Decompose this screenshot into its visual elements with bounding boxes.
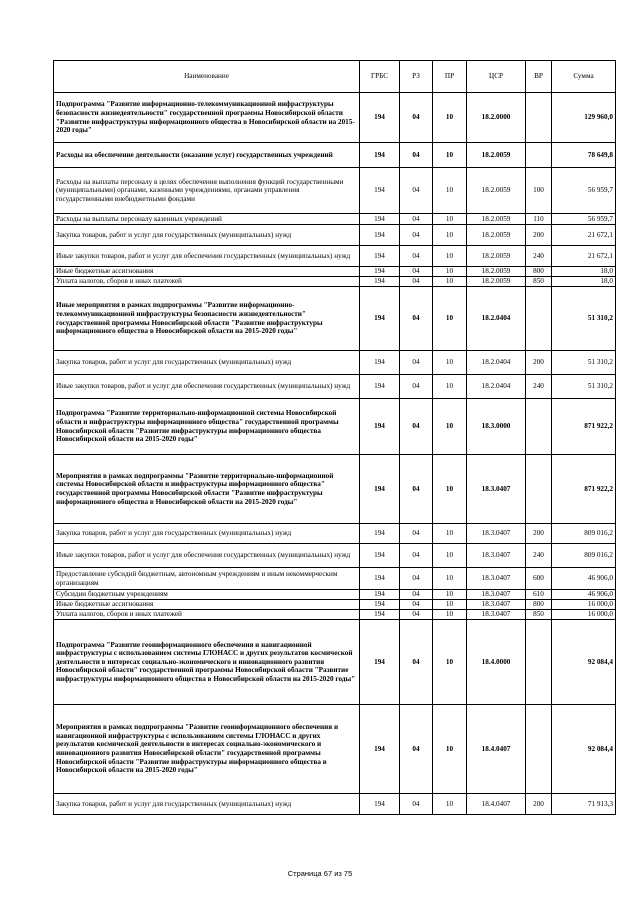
row-rz: 04 <box>400 351 433 375</box>
row-rz: 04 <box>400 610 433 620</box>
row-pr: 10 <box>433 399 467 455</box>
row-csr: 18.3.0407 <box>467 524 526 544</box>
table-row <box>54 93 616 143</box>
row-grbs: 194 <box>360 399 400 455</box>
table-row <box>54 620 616 705</box>
row-name: Расходы на выплаты персоналу в целях обеспечения выполнения функций государственными (муниципальными) органами, казенными учреждениями, органами управления государственными внебюджетными фондами <box>54 168 360 214</box>
row-rz: 04 <box>400 524 433 544</box>
row-pr: 10 <box>433 590 467 600</box>
row-sum: 16 000,0 <box>552 600 616 610</box>
row-pr: 10 <box>433 600 467 610</box>
row-sum: 56 959,7 <box>552 168 616 214</box>
header-grbs: ГРБС <box>360 61 400 93</box>
row-rz: 04 <box>400 544 433 568</box>
row-pr: 10 <box>433 610 467 620</box>
row-csr: 18.4.0000 <box>467 620 526 705</box>
row-vr: 600 <box>526 568 552 590</box>
row-grbs: 194 <box>360 225 400 246</box>
row-pr: 10 <box>433 168 467 214</box>
row-vr: 200 <box>526 794 552 815</box>
row-csr: 18.3.0407 <box>467 600 526 610</box>
row-csr: 18.2.0059 <box>467 214 526 225</box>
header-pr: ПР <box>433 61 467 93</box>
row-rz: 04 <box>400 143 433 168</box>
row-rz: 04 <box>400 214 433 225</box>
row-rz: 04 <box>400 794 433 815</box>
row-grbs: 194 <box>360 143 400 168</box>
row-vr <box>526 93 552 143</box>
row-pr: 10 <box>433 455 467 524</box>
row-pr: 10 <box>433 246 467 267</box>
row-sum: 56 959,7 <box>552 214 616 225</box>
row-name: Иные мероприятия в рамках подпрограммы "Развитие информационно-телекоммуникационной инфраструктуры безопасности жизнедеятельности" государственной программы Новосибирской области "Развитие инфраструктуры информационного общества в Новосибирской области на 2015-2020 годы" <box>54 287 360 351</box>
row-grbs: 194 <box>360 568 400 590</box>
row-name: Мероприятия в рамках подпрограммы "Развитие территориально-информационной системы Новосибирской области и инфраструктуры информационного общества" государственной программы Новосибирской области "Развитие инфраструктуры информационного общества в Новосибирской области на 2015-2020 годы" <box>54 455 360 524</box>
table-row <box>54 600 616 610</box>
row-name: Иные закупки товаров, работ и услуг для обеспечения государственных (муниципальных) нужд <box>54 375 360 399</box>
row-sum: 78 649,8 <box>552 143 616 168</box>
row-name: Закупка товаров, работ и услуг для государственных (муниципальных) нужд <box>54 524 360 544</box>
row-pr: 10 <box>433 620 467 705</box>
row-grbs: 194 <box>360 214 400 225</box>
row-vr: 850 <box>526 610 552 620</box>
row-grbs: 194 <box>360 590 400 600</box>
row-csr: 18.2.0404 <box>467 351 526 375</box>
row-csr: 18.2.0404 <box>467 375 526 399</box>
row-csr: 18.2.0059 <box>467 143 526 168</box>
row-sum: 51 310,2 <box>552 351 616 375</box>
row-grbs: 194 <box>360 524 400 544</box>
row-pr: 10 <box>433 287 467 351</box>
table-row <box>54 287 616 351</box>
row-grbs: 194 <box>360 610 400 620</box>
table-row <box>54 225 616 246</box>
row-vr: 100 <box>526 168 552 214</box>
row-rz: 04 <box>400 620 433 705</box>
row-grbs: 194 <box>360 705 400 794</box>
row-vr <box>526 399 552 455</box>
row-pr: 10 <box>433 214 467 225</box>
row-pr: 10 <box>433 524 467 544</box>
table-row <box>54 524 616 544</box>
budget-table <box>53 60 616 815</box>
row-csr: 18.2.0059 <box>467 246 526 267</box>
row-sum: 46 906,0 <box>552 590 616 600</box>
row-rz: 04 <box>400 455 433 524</box>
table-row <box>54 277 616 287</box>
row-rz: 04 <box>400 375 433 399</box>
row-rz: 04 <box>400 590 433 600</box>
row-csr: 18.3.0000 <box>467 399 526 455</box>
row-grbs: 194 <box>360 267 400 277</box>
row-sum: 129 960,0 <box>552 93 616 143</box>
row-csr: 18.2.0059 <box>467 225 526 246</box>
row-vr: 110 <box>526 214 552 225</box>
table-row <box>54 399 616 455</box>
header-vr: ВР <box>526 61 552 93</box>
row-sum: 71 913,3 <box>552 794 616 815</box>
row-vr <box>526 143 552 168</box>
row-vr: 240 <box>526 544 552 568</box>
row-vr: 200 <box>526 524 552 544</box>
row-rz: 04 <box>400 168 433 214</box>
row-sum: 871 922,2 <box>552 399 616 455</box>
row-grbs: 194 <box>360 375 400 399</box>
row-name: Расходы на выплаты персоналу казенных учреждений <box>54 214 360 225</box>
row-csr: 18.3.0407 <box>467 610 526 620</box>
table-row <box>54 705 616 794</box>
row-sum: 92 084,4 <box>552 705 616 794</box>
row-name: Подпрограмма "Развитие информационно-телекоммуникационной инфраструктуры безопасности жизнедеятельности" государственной программы Новосибирской области "Развитие инфраструктуры информационного общества в Новосибирской области на 2015-2020 годы" <box>54 93 360 143</box>
row-csr: 18.2.0059 <box>467 267 526 277</box>
row-rz: 04 <box>400 600 433 610</box>
row-csr: 18.3.0407 <box>467 544 526 568</box>
row-grbs: 194 <box>360 277 400 287</box>
row-grbs: 194 <box>360 544 400 568</box>
row-sum: 92 084,4 <box>552 620 616 705</box>
row-sum: 18,0 <box>552 267 616 277</box>
row-pr: 10 <box>433 375 467 399</box>
table-row <box>54 351 616 375</box>
row-pr: 10 <box>433 225 467 246</box>
row-vr: 850 <box>526 277 552 287</box>
row-vr <box>526 620 552 705</box>
row-vr: 800 <box>526 267 552 277</box>
row-rz: 04 <box>400 246 433 267</box>
row-rz: 04 <box>400 568 433 590</box>
row-name: Расходы на обеспечение деятельности (оказание услуг) государственных учреждений <box>54 143 360 168</box>
row-grbs: 194 <box>360 794 400 815</box>
row-vr: 610 <box>526 590 552 600</box>
row-vr: 800 <box>526 600 552 610</box>
table-row <box>54 143 616 168</box>
row-csr: 18.3.0407 <box>467 568 526 590</box>
row-sum: 809 016,2 <box>552 544 616 568</box>
row-pr: 10 <box>433 568 467 590</box>
table-row <box>54 214 616 225</box>
table-row <box>54 568 616 590</box>
row-name: Подпрограмма "Развитие геоинформационного обеспечения и навигационной инфраструктуры с использованием системы ГЛОНАСС и других результатов космической деятельности в интересах социально-экономического и инновационного развития Новосибирской области" государственной программы Новосибирской области "Развитие инфраструктуры информационного общества в Новосибирской области на 2015-2020 годы" <box>54 620 360 705</box>
row-name: Уплата налогов, сборов и иных платежей <box>54 277 360 287</box>
row-pr: 10 <box>433 93 467 143</box>
row-name: Уплата налогов, сборов и иных платежей <box>54 610 360 620</box>
row-sum: 51 310,2 <box>552 375 616 399</box>
row-name: Закупка товаров, работ и услуг для государственных (муниципальных) нужд <box>54 225 360 246</box>
header-csr: ЦСР <box>467 61 526 93</box>
row-csr: 18.2.0000 <box>467 93 526 143</box>
row-name: Иные закупки товаров, работ и услуг для обеспечения государственных (муниципальных) нужд <box>54 544 360 568</box>
row-sum: 51 310,2 <box>552 287 616 351</box>
header-rz: РЗ <box>400 61 433 93</box>
row-name: Закупка товаров, работ и услуг для государственных (муниципальных) нужд <box>54 794 360 815</box>
row-pr: 10 <box>433 544 467 568</box>
row-vr: 240 <box>526 246 552 267</box>
row-grbs: 194 <box>360 287 400 351</box>
table-row <box>54 267 616 277</box>
row-rz: 04 <box>400 267 433 277</box>
row-csr: 18.3.0407 <box>467 455 526 524</box>
row-vr <box>526 287 552 351</box>
row-csr: 18.2.0059 <box>467 277 526 287</box>
row-name: Субсидии бюджетным учреждениям <box>54 590 360 600</box>
row-pr: 10 <box>433 277 467 287</box>
table-header-row <box>54 61 616 93</box>
row-pr: 10 <box>433 267 467 277</box>
row-vr <box>526 455 552 524</box>
table-row <box>54 455 616 524</box>
row-name: Иные бюджетные ассигнования <box>54 267 360 277</box>
row-sum: 18,0 <box>552 277 616 287</box>
row-csr: 18.2.0404 <box>467 287 526 351</box>
row-csr: 18.4.0407 <box>467 705 526 794</box>
row-pr: 10 <box>433 143 467 168</box>
row-vr: 200 <box>526 225 552 246</box>
row-rz: 04 <box>400 287 433 351</box>
row-sum: 21 672,1 <box>552 246 616 267</box>
row-pr: 10 <box>433 351 467 375</box>
row-sum: 46 906,0 <box>552 568 616 590</box>
row-name: Иные закупки товаров, работ и услуг для обеспечения государственных (муниципальных) нужд <box>54 246 360 267</box>
row-vr: 200 <box>526 351 552 375</box>
row-csr: 18.4.0407 <box>467 794 526 815</box>
table-row <box>54 375 616 399</box>
row-grbs: 194 <box>360 351 400 375</box>
header-name: Наименование <box>54 61 360 93</box>
row-grbs: 194 <box>360 600 400 610</box>
row-grbs: 194 <box>360 455 400 524</box>
table-row <box>54 610 616 620</box>
row-csr: 18.2.0059 <box>467 168 526 214</box>
page-number: Страница 67 из 75 <box>287 869 353 878</box>
table-row <box>54 794 616 815</box>
table-row <box>54 168 616 214</box>
header-sum: Сумма <box>552 61 616 93</box>
row-grbs: 194 <box>360 620 400 705</box>
row-sum: 871 922,2 <box>552 455 616 524</box>
row-rz: 04 <box>400 399 433 455</box>
table-row <box>54 590 616 600</box>
row-rz: 04 <box>400 277 433 287</box>
row-name: Закупка товаров, работ и услуг для государственных (муниципальных) нужд <box>54 351 360 375</box>
row-sum: 809 016,2 <box>552 524 616 544</box>
row-grbs: 194 <box>360 93 400 143</box>
row-rz: 04 <box>400 93 433 143</box>
row-rz: 04 <box>400 705 433 794</box>
row-pr: 10 <box>433 705 467 794</box>
row-vr <box>526 705 552 794</box>
row-name: Мероприятия в рамках подпрограммы "Развитие геоинформационного обеспечения и навигационной инфраструктуры с использованием системы ГЛОНАСС и других результатов космической деятельности в интересах социально-экономического и инновационного развития Новосибирской области" государственной программы Новосибирской области "Развитие инфраструктуры информационного общества в Новосибирской области на 2015-2020 годы" <box>54 705 360 794</box>
row-name: Предоставление субсидий бюджетным, автономным учреждениям и иным некоммерческим организациям <box>54 568 360 590</box>
table-row <box>54 246 616 267</box>
row-csr: 18.3.0407 <box>467 590 526 600</box>
row-pr: 10 <box>433 794 467 815</box>
row-name: Иные бюджетные ассигнования <box>54 600 360 610</box>
row-name: Подпрограмма "Развитие территориально-информационной системы Новосибирской области и инфраструктуры информационного общества" государственной программы Новосибирской области "Развитие инфраструктуры информационного общества Новосибирской области на 2015-2020 годы" <box>54 399 360 455</box>
table-row <box>54 544 616 568</box>
row-vr: 240 <box>526 375 552 399</box>
row-sum: 16 000,0 <box>552 610 616 620</box>
row-sum: 21 672,1 <box>552 225 616 246</box>
row-grbs: 194 <box>360 246 400 267</box>
row-rz: 04 <box>400 225 433 246</box>
row-grbs: 194 <box>360 168 400 214</box>
